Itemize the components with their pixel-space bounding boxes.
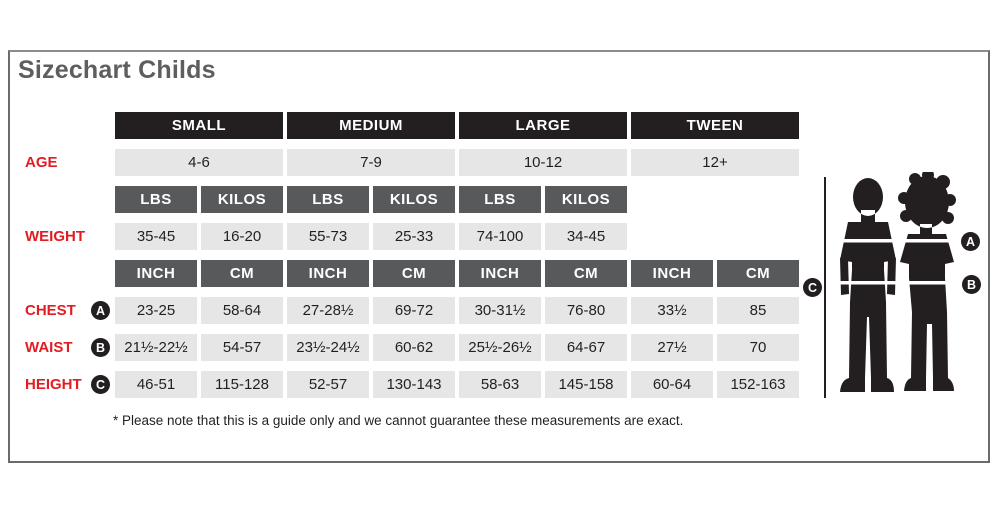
waist-medium-inch: 23½-24½: [287, 334, 369, 361]
height-small-cm: 115-128: [201, 371, 283, 398]
waist-small-inch: 21½-22½: [115, 334, 197, 361]
chest-medium-cm: 69-72: [373, 297, 455, 324]
chest-tween-inch: 33½: [631, 297, 713, 324]
chest-label: CHEST: [25, 302, 76, 319]
weight-label: WEIGHT: [25, 228, 85, 245]
chest-small-inch: 23-25: [115, 297, 197, 324]
height-tween-cm: 152-163: [717, 371, 799, 398]
height-measure-line: [824, 177, 826, 398]
waist-measure-line: [838, 281, 952, 285]
page-title: Sizechart Childs: [18, 56, 216, 84]
age-tween: 12+: [631, 149, 799, 176]
chest-small-cm: 58-64: [201, 297, 283, 324]
unit-header-inch: INCH: [631, 260, 713, 287]
figure-marker-a: A: [961, 232, 980, 251]
unit-header-lbs: LBS: [459, 186, 541, 213]
height-label: HEIGHT: [25, 376, 82, 393]
children-silhouette: [828, 172, 978, 400]
waist-medium-cm: 60-62: [373, 334, 455, 361]
waist-tween-inch: 27½: [631, 334, 713, 361]
sizechart-table: [16, 112, 799, 398]
size-header-medium: MEDIUM: [287, 112, 455, 139]
height-medium-inch: 52-57: [287, 371, 369, 398]
height-medium-cm: 130-143: [373, 371, 455, 398]
height-small-inch: 46-51: [115, 371, 197, 398]
unit-header-kilos: KILOS: [373, 186, 455, 213]
unit-header-kilos: KILOS: [545, 186, 627, 213]
weight-large-lbs: 74-100: [459, 223, 541, 250]
unit-header-lbs: LBS: [287, 186, 369, 213]
chest-tween-cm: 85: [717, 297, 799, 324]
weight-large-kilos: 34-45: [545, 223, 627, 250]
figure-marker-b: B: [962, 275, 981, 294]
size-header-tween: TWEEN: [631, 112, 799, 139]
row-label-chest: [16, 297, 111, 324]
weight-small-lbs: 35-45: [115, 223, 197, 250]
unit-header-inch: INCH: [115, 260, 197, 287]
unit-header-inch: INCH: [287, 260, 369, 287]
waist-marker-badge: B: [91, 338, 110, 357]
row-label-weight: [16, 223, 111, 250]
unit-header-lbs: LBS: [115, 186, 197, 213]
waist-large-cm: 64-67: [545, 334, 627, 361]
chest-medium-inch: 27-28½: [287, 297, 369, 324]
unit-header-cm: CM: [201, 260, 283, 287]
waist-tween-cm: 70: [717, 334, 799, 361]
row-label-waist: [16, 334, 111, 361]
age-large: 10-12: [459, 149, 627, 176]
chest-large-cm: 76-80: [545, 297, 627, 324]
height-large-cm: 145-158: [545, 371, 627, 398]
row-label-height: [16, 371, 111, 398]
chest-marker-badge: A: [91, 301, 110, 320]
unit-header-inch: INCH: [459, 260, 541, 287]
unit-header-cm: CM: [545, 260, 627, 287]
chest-measure-line: [838, 239, 952, 243]
footnote: * Please note that this is a guide only and we cannot guarantee these measurements are exact.: [113, 413, 684, 428]
waist-small-cm: 54-57: [201, 334, 283, 361]
weight-medium-lbs: 55-73: [287, 223, 369, 250]
unit-header-cm: CM: [373, 260, 455, 287]
waist-label: WAIST: [25, 339, 73, 356]
waist-large-inch: 25½-26½: [459, 334, 541, 361]
weight-small-kilos: 16-20: [201, 223, 283, 250]
figure-marker-c: C: [803, 278, 822, 297]
size-header-small: SMALL: [115, 112, 283, 139]
weight-medium-kilos: 25-33: [373, 223, 455, 250]
age-small: 4-6: [115, 149, 283, 176]
height-tween-inch: 60-64: [631, 371, 713, 398]
size-header-large: LARGE: [459, 112, 627, 139]
age-medium: 7-9: [287, 149, 455, 176]
chest-large-inch: 30-31½: [459, 297, 541, 324]
unit-header-cm: CM: [717, 260, 799, 287]
height-marker-badge: C: [91, 375, 110, 394]
height-large-inch: 58-63: [459, 371, 541, 398]
row-label-age: [16, 149, 111, 176]
unit-header-kilos: KILOS: [201, 186, 283, 213]
age-label: AGE: [25, 154, 58, 171]
